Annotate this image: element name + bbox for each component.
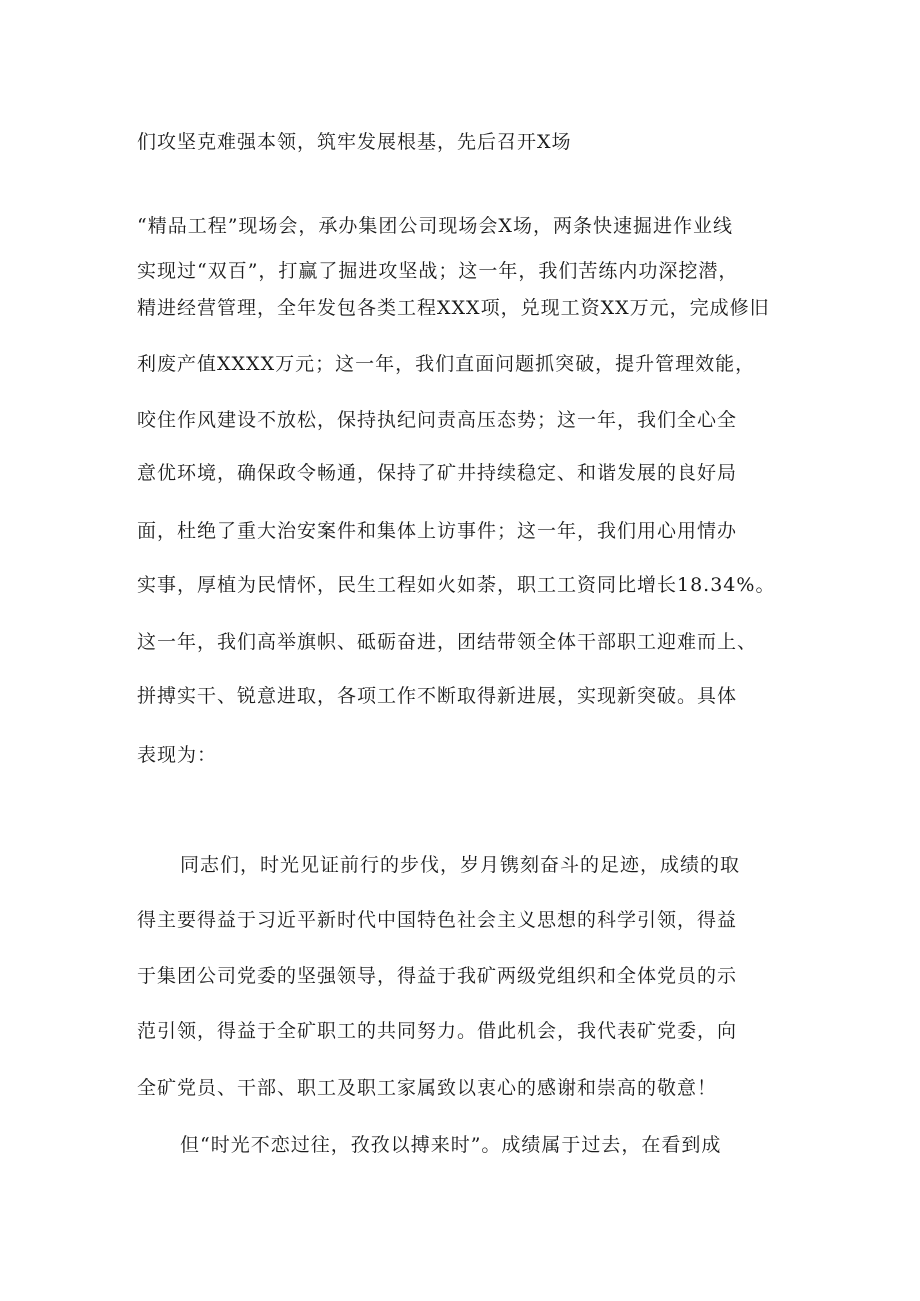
paragraph-2-line-4: 范引领，得益于全矿职工的共同努力。借此机会，我代表矿党委，向 [137, 1020, 738, 1042]
paragraph-1-line-9: 实事，厚植为民情怀，民生工程如火如荼，职工工资同比增长18.34%。 [137, 574, 776, 596]
paragraph-1-line-3: 实现过“双百”，打赢了掘进攻坚战；这一年，我们苦练内功深挖潜， [137, 260, 739, 282]
paragraph-1-line-10: 这一年，我们高举旗帜、砥砺奋进，团结带领全体干部职工迎难而上、 [137, 631, 758, 653]
paragraph-1-line-8: 面，杜绝了重大治安案件和集体上访事件；这一年，我们用心用情办 [137, 520, 738, 542]
paragraph-2-line-1: 同志们，时光见证前行的步伐，岁月镌刻奋斗的足迹，成绩的取 [180, 854, 741, 876]
paragraph-2-line-3: 于集团公司党委的坚强领导，得益于我矿两级党组织和全体党员的示 [137, 965, 738, 987]
paragraph-2-line-2: 得主要得益于习近平新时代中国特色社会主义思想的科学引领，得益 [137, 909, 738, 931]
paragraph-1-line-1: 们攻坚克难强本领，筑牢发展根基，先后召开X场 [137, 131, 572, 153]
paragraph-1-line-12: 表现为： [137, 744, 218, 766]
paragraph-1-line-5: 利废产值XXXX万元；这一年，我们直面问题抓突破，提升管理效能， [137, 353, 756, 375]
paragraph-1-line-2: “精品工程”现场会，承办集团公司现场会X场，两条快速掘进作业线 [137, 215, 733, 237]
paragraph-1-line-7: 意优环境，确保政令畅通，保持了矿井持续稳定、和谐发展的良好局 [137, 462, 738, 484]
paragraph-2-line-5: 全矿党员、干部、职工及职工家属致以衷心的感谢和崇高的敬意！ [137, 1077, 718, 1099]
paragraph-1-line-6: 咬住作风建设不放松，保持执纪问责高压态势；这一年，我们全心全 [137, 409, 738, 431]
paragraph-1-line-11: 拼搏实干、锐意进取，各项工作不断取得新进展，实现新突破。具体 [137, 685, 738, 707]
paragraph-3-line-1: 但“时光不恋过往，孜孜以搏来时”。成绩属于过去，在看到成 [180, 1134, 722, 1156]
paragraph-1-line-4: 精进经营管理，全年发包各类工程XXX项，兑现工资XX万元，完成修旧 [137, 297, 770, 319]
